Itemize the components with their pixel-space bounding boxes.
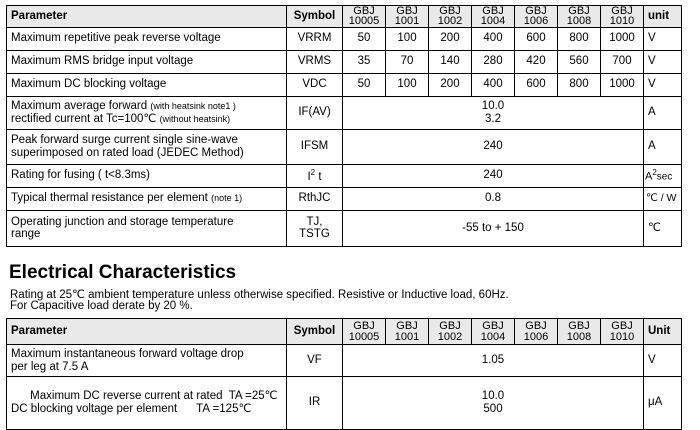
header-unit: unit: [644, 6, 682, 28]
table-row: [7, 73, 682, 96]
value-cell: 240: [343, 164, 644, 187]
header-parameter: Parameter: [7, 6, 287, 28]
value-cell: 600: [515, 73, 558, 96]
value-cell: 200: [429, 27, 472, 50]
unit-cell: A: [644, 129, 682, 164]
param-label: Peak forward surge current single sine-wave superimposed on rated load (JEDEC Method): [7, 129, 287, 164]
unit-cell: ℃ / W: [644, 187, 682, 210]
value-cell: 100: [386, 27, 429, 50]
header-part-1002: GBJ 1002: [429, 6, 472, 28]
header-part-1001: GBJ 1001: [386, 6, 429, 28]
param-label: Operating junction and storage temperature range: [7, 210, 287, 246]
unit-cell: V: [644, 345, 682, 377]
table-header-row: [7, 6, 682, 28]
header-unit: Unit: [644, 319, 682, 345]
unit-cell: ℃: [644, 210, 682, 246]
param-label: Rating for fusing ( t<8.3ms): [7, 164, 287, 187]
symbol-cell: $I^2$ t: [287, 164, 343, 187]
header-part-1008: GBJ 1008: [558, 6, 601, 28]
symbol-cell: IR: [287, 377, 343, 430]
value-cell: 200: [429, 73, 472, 96]
param-label: Typical thermal resistance per element (note 1): [7, 187, 287, 210]
value-cell: 0.8: [343, 187, 644, 210]
param-label: Maximum RMS bridge input voltage: [7, 50, 287, 73]
value-cell: 560: [558, 50, 601, 73]
value-cell: 50: [343, 27, 386, 50]
param-label: Maximum average forward (with heatsink note1 ) rectified current at Tc=100℃ (without heatsink): [7, 96, 287, 129]
value-cell: 50: [343, 73, 386, 96]
symbol-cell: IFSM: [287, 129, 343, 164]
value-cell: 70: [386, 50, 429, 73]
header-part-1010: GBJ 1010: [601, 319, 644, 345]
value-cell: -55 to + 150: [343, 210, 644, 246]
table-row: [7, 129, 682, 164]
header-part-1006: GBJ 1006: [515, 319, 558, 345]
value-cell: 400: [472, 27, 515, 50]
value-cell: 420: [515, 50, 558, 73]
header-part-10005: GBJ 10005: [343, 319, 386, 345]
table-row: [7, 164, 682, 187]
table-row: [7, 377, 682, 430]
value-cell: 700: [601, 50, 644, 73]
unit-cell: A: [644, 96, 682, 129]
header-part-10005: GBJ 10005: [343, 6, 386, 28]
param-label: Maximum repetitive peak reverse voltage: [7, 27, 287, 50]
section-title: Electrical Characteristics: [9, 262, 237, 283]
param-label: Maximum DC blocking voltage: [7, 73, 287, 96]
value-cell: 280: [472, 50, 515, 73]
table-header-row: [7, 319, 682, 345]
header-part-1006: GBJ 1006: [515, 6, 558, 28]
param-label: Maximum DC reverse current at rated TA =25℃ DC blocking voltage per element TA =125℃: [7, 377, 287, 430]
value-cell: 400: [472, 73, 515, 96]
value-cell: 100: [386, 73, 429, 96]
maximum-ratings-table: [6, 5, 682, 247]
header-parameter: Parameter: [7, 319, 287, 345]
symbol-cell: VRMS: [287, 50, 343, 73]
header-symbol: Symbol: [287, 6, 343, 28]
param-label: Maximum instantaneous forward voltage drop per leg at 7.5 A: [7, 345, 287, 377]
value-cell: 140: [429, 50, 472, 73]
value-cell: 800: [558, 27, 601, 50]
table-row: [7, 210, 682, 246]
symbol-cell: VDC: [287, 73, 343, 96]
table-row: [7, 345, 682, 377]
header-part-1010: GBJ 1010: [601, 6, 644, 28]
header-part-1002: GBJ 1002: [429, 319, 472, 345]
symbol-cell: VF: [287, 345, 343, 377]
header-part-1004: GBJ 1004: [472, 319, 515, 345]
symbol-cell: IF(AV): [287, 96, 343, 129]
electrical-characteristics-table: [6, 318, 682, 430]
value-cell: 600: [515, 27, 558, 50]
value-cell: 800: [558, 73, 601, 96]
header-symbol: Symbol: [287, 319, 343, 345]
symbol-cell: RthJC: [287, 187, 343, 210]
value-cell: 1000: [601, 27, 644, 50]
value-cell: 1000: [601, 73, 644, 96]
symbol-cell: VRRM: [287, 27, 343, 50]
value-cell: 10.0 3.2: [343, 96, 644, 129]
value-cell: 240: [343, 129, 644, 164]
capacitive-note: For Capacitive load derate by 20 %.: [10, 300, 193, 312]
value-cell: 10.0 500: [343, 377, 644, 430]
header-part-1004: GBJ 1004: [472, 6, 515, 28]
table-row: [7, 96, 682, 129]
symbol-cell: TJ, TSTG: [287, 210, 343, 246]
header-part-1001: GBJ 1001: [386, 319, 429, 345]
unit-cell: μA: [644, 377, 682, 430]
rating-note: Rating at 25℃ ambient temperature unless otherwise specified. Resistive or Inductive load, 60Hz.: [10, 289, 509, 301]
value-cell: 35: [343, 50, 386, 73]
unit-cell: V: [644, 27, 682, 50]
unit-cell: V: [644, 50, 682, 73]
header-part-1008: GBJ 1008: [558, 319, 601, 345]
table-row: [7, 50, 682, 73]
unit-cell: V: [644, 73, 682, 96]
unit-cell: $A^2\sec$: [644, 164, 682, 187]
table-row: [7, 27, 682, 50]
table-row: [7, 187, 682, 210]
value-cell: 1.05: [343, 345, 644, 377]
